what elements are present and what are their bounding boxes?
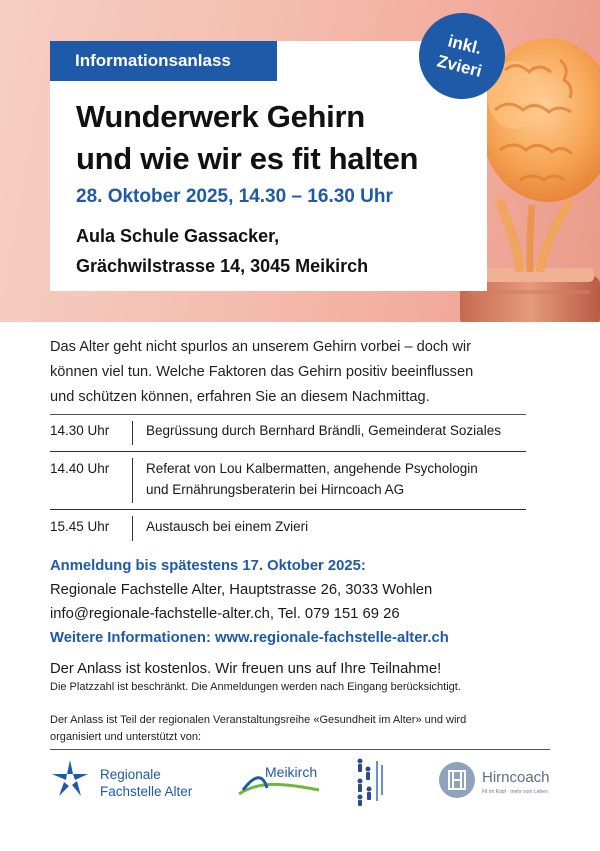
- venue-line: Aula Schule Gassacker,: [76, 226, 280, 246]
- program-line: Austausch bei einem Zvieri: [146, 519, 309, 534]
- meikirch-logo: [237, 760, 321, 800]
- column-divider: [132, 421, 133, 445]
- limited-seats-note: Die Platzzahl ist beschränkt. Die Anmeldungen werden nach Eingang berücksichtigt.: [50, 681, 461, 693]
- program-time: 15.45 Uhr: [50, 519, 110, 534]
- fachstelle-alter-logo: [50, 758, 210, 803]
- intro-paragraph: [50, 335, 570, 410]
- program-description: [146, 510, 526, 537]
- registration-contact[interactable]: info@regionale-fachstelle-alter.ch, Tel. 079 151 69 26: [50, 606, 400, 622]
- program-line: Begrüssung durch Bernhard Brändli, Gemeinderat Soziales: [146, 423, 501, 438]
- column-divider: [132, 516, 133, 541]
- program-line: und Ernährungsberaterin bei Hirncoach AG: [146, 482, 405, 497]
- registration-block: [50, 554, 449, 650]
- hero-banner: [0, 0, 600, 322]
- people-icon: [352, 755, 388, 807]
- page-title: [76, 96, 418, 180]
- logo-line: Regionale: [100, 767, 161, 782]
- series-line: organisiert und unterstützt von:: [50, 731, 202, 743]
- meikirch-logo-text: Meikirch: [265, 764, 318, 780]
- column-divider: [132, 458, 133, 503]
- program-line: Referat von Lou Kalbermatten, angehende Psychologin: [146, 461, 478, 476]
- intro-line: können viel tun. Welche Faktoren das Gehirn positiv beeinflussen: [50, 364, 474, 380]
- event-type-tag: Informationsanlass: [50, 41, 277, 81]
- hirncoach-tagline: Fit im Kopf · mehr vom Leben: [482, 789, 548, 795]
- gesund-altern-logo: [352, 755, 388, 807]
- series-note: [50, 712, 466, 746]
- badge-line: Zvieri: [435, 51, 484, 81]
- free-admission-text: Der Anlass ist kostenlos. Wir freuen uns auf Ihre Teilnahme!: [50, 661, 442, 677]
- program-table: [50, 414, 526, 547]
- registration-address: Regionale Fachstelle Alter, Hauptstrasse 26, 3033 Wohlen: [50, 582, 433, 598]
- hirncoach-emblem-icon: [438, 761, 476, 799]
- event-venue: [76, 221, 368, 281]
- program-row: [50, 415, 526, 452]
- program-description: [146, 415, 526, 441]
- badge-line: inkl.: [445, 31, 484, 59]
- registration-heading: Anmeldung bis spätestens 17. Oktober 2025:: [50, 558, 366, 574]
- venue-line: Grächwilstrasse 14, 3045 Meikirch: [76, 256, 369, 276]
- program-row: [50, 510, 526, 547]
- logo-line: Fachstelle Alter: [100, 784, 193, 799]
- intro-line: Das Alter geht nicht spurlos an unserem Gehirn vorbei – doch wir: [50, 339, 471, 355]
- title-line: Wunderwerk Gehirn: [76, 99, 365, 134]
- fachstelle-logo-text: [100, 766, 192, 800]
- event-date: 28. Oktober 2025, 14.30 – 16.30 Uhr: [76, 186, 393, 207]
- star-icon: [50, 758, 90, 800]
- series-line: Der Anlass ist Teil der regionalen Veranstaltungsreihe «Gesundheit im Alter» und wird: [50, 714, 467, 726]
- hirncoach-logo: [438, 761, 553, 801]
- program-row: [50, 452, 526, 510]
- title-line: und wie wir es fit halten: [76, 141, 419, 176]
- intro-line: und schützen können, erfahren Sie an diesem Nachmittag.: [50, 389, 430, 405]
- hirncoach-logo-text: Hirncoach: [482, 769, 550, 786]
- program-time: 14.30 Uhr: [50, 423, 110, 438]
- program-time: 14.40 Uhr: [50, 461, 110, 476]
- program-description: [146, 452, 526, 500]
- divider: [50, 749, 550, 750]
- more-info-link[interactable]: Weitere Informationen: www.regionale-fachstelle-alter.ch: [50, 630, 449, 646]
